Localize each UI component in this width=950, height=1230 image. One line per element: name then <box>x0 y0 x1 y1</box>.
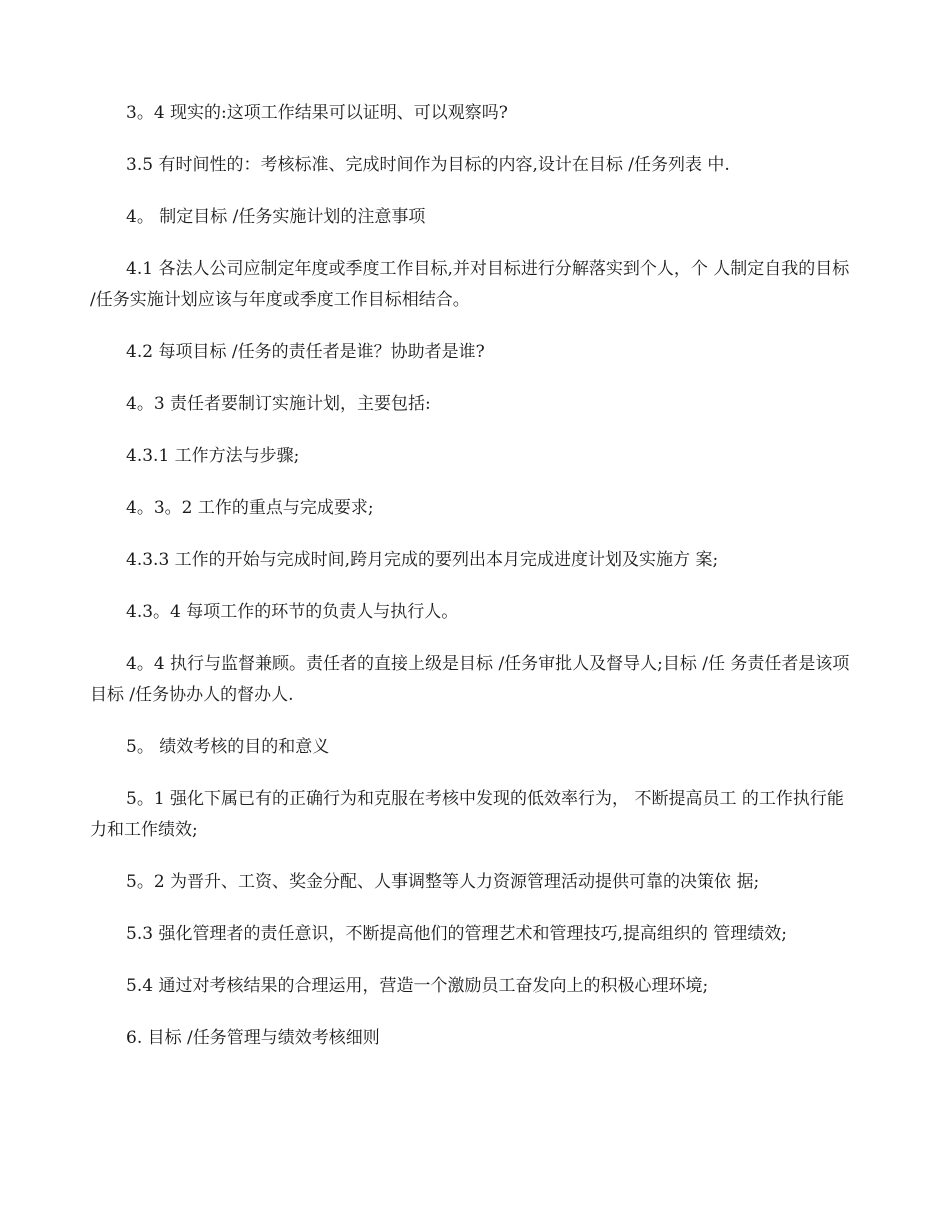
paragraph-5-4: 5.4 通过对考核结果的合理运用，营造一个激励员工奋发向上的积极心理环境; <box>126 976 709 996</box>
paragraph-4-3: 4。3 责任者要制订实施计划，主要包括: <box>126 394 431 414</box>
paragraph-4-4: 4。4 执行与监督兼顾。责任者的直接上级是目标 /任务审批人及督导人;目标 /任 务责任者是该项目标 /任务协办人的督办人. <box>90 654 850 705</box>
paragraph-5-2: 5。2 为晋升、工资、奖金分配、人事调整等人力资源管理活动提供可靠的决策依 据; <box>126 872 760 892</box>
paragraph-4-3-4: 4.3。4 每项工作的环节的负责人与执行人。 <box>126 602 459 622</box>
paragraph-5-1: 5。1 强化下属已有的正确行为和克服在考核中发现的低效率行为， 不断提高员工 的工作执行能力和工作绩效; <box>90 789 844 840</box>
paragraph-4-3-2: 4。3。2 工作的重点与完成要求; <box>126 498 374 518</box>
section-heading-6: 6. 目标 /任务管理与绩效考核细则 <box>126 1028 380 1048</box>
paragraph-3-5: 3.5 有时间性的：考核标准、完成时间作为目标的内容,设计在目标 /任务列表 中. <box>126 155 730 175</box>
section-heading-5: 5。 绩效考核的目的和意义 <box>126 737 330 757</box>
paragraph-4-3-3: 4.3.3 工作的开始与完成时间,跨月完成的要列出本月完成进度计划及实施方 案; <box>126 550 719 570</box>
paragraph-4-2: 4.2 每项目标 /任务的责任者是谁？协助者是谁? <box>126 342 485 362</box>
paragraph-4-3-1: 4.3.1 工作方法与步骤; <box>126 446 300 466</box>
paragraph-5-3: 5.3 强化管理者的责任意识，不断提高他们的管理艺术和管理技巧,提高组织的 管理绩效; <box>126 924 787 944</box>
paragraph-4-1: 4.1 各法人公司应制定年度或季度工作目标,并对目标进行分解落实到个人，个 人制定自我的目标 /任务实施计划应该与年度或季度工作目标相结合。 <box>90 259 850 310</box>
section-heading-4: 4。 制定目标 /任务实施计划的注意事项 <box>126 207 426 227</box>
paragraph-3-4: 3。4 现实的:这项工作结果可以证明、可以观察吗? <box>126 103 508 123</box>
